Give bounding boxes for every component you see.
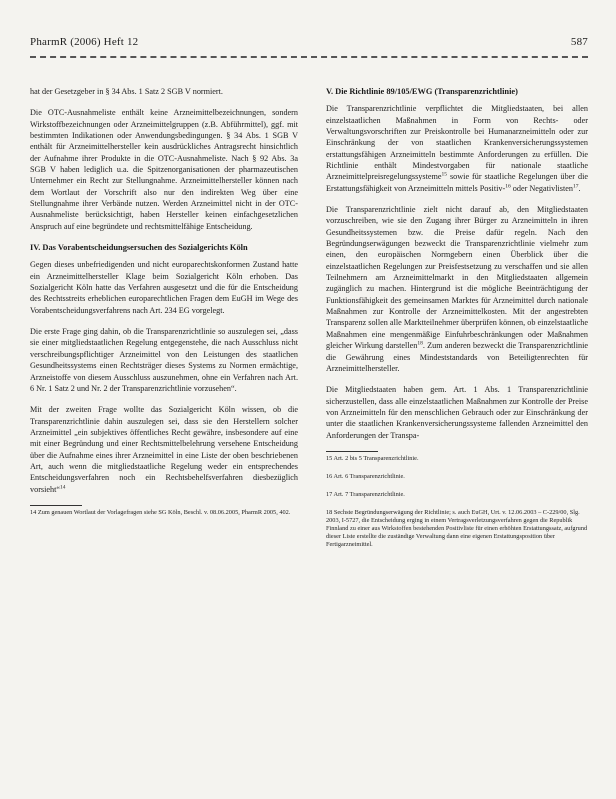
section-heading-v: V. Die Richtlinie 89/105/EWG (Transparenzrichtlinie): [326, 87, 518, 96]
footnote-16: 16 Art. 6 Transparenzrichtlinie.: [326, 472, 405, 480]
footnote-divider: [30, 505, 82, 506]
paragraph-mitgliedstaaten: [326, 103, 588, 194]
paragraph-klage: Gegen dieses unbefriedigenden und nicht europarechtskonformen Zustand hatte ein Arzneimittelhersteller Klage beim Sozialgericht Köln erhoben. Das Sozialgericht Köln hatte das Verfahren ausgesetzt und die für die Entscheidung des Rechtsstreits erheblichen europarechtlichen Fragen dem EuGH im Wege des Vorabentscheidungsverfahrens nach Art. 234 EG vorgelegt.: [30, 260, 298, 315]
paragraph-frage-1: Die erste Frage ging dahin, ob die Transparenzrichtlinie so auszulegen sei, „dass sie einer mitgliedstaatlichen Regelung entgegenstehe, die nach Ausschluss nicht verschreibungspflichtiger Arzneimittel von den Leistungen des staatlichen Gesundheitssystems einen Rechtsträger dieses Systems zu Normen ermächtige, Arzneistoffe von diesem Ausschluss auszunehmen, ohne ein Verfahren nach Art. 6 Nr. 1 Satz 2 und Nr. 2 der Transparenzrichtlinie vorzusehen“.: [30, 327, 298, 393]
right-column: [326, 86, 588, 559]
paragraph-art-1: Die Mitgliedstaaten haben gem. Art. 1 Abs. 1 Transparenzrichtlinie sicherzustellen, dass alle einzelstaatlichen Maßnahmen zur Kontrolle der Preise von Arzneimitteln für den menschlichen Gebrauch oder zur Einschränkung der unter die staatlichen Krankenversicherungssysteme fallenden Arzneimittel den Anforderungen der Transpa-: [326, 385, 588, 440]
footnote-15: 15 Art. 2 bis 5 Transparenzrichtlinie.: [326, 454, 419, 462]
paragraph-frage-2-text: Mit der zweiten Frage wollte das Sozialgericht Köln wissen, ob die Transparenzrichtlinie dahin auszulegen sei, dass sie den Herstellern solcher Arzneimittel „ein subjektives öffentliches Recht gewähre, insbesondere auf eine mit einer Begründung und einer Rechtsmittelbelehrung versehene Entscheidung über die Aufnahme eines ihrer Arzneimittel in eine Liste der oben beschriebenen Art, auch wenn die mitgliedstaatliche Regelung weder ein entsprechendes Entscheidungsverfahren noch ein Rechtsbehelfsverfahren diesbezüglich vorsieht“: [30, 405, 298, 494]
paragraph-intro: hat der Gesetzgeber in § 34 Abs. 1 Satz 2 SGB V normiert.: [30, 87, 223, 96]
text-segment: . Zum anderen bezweckt die Transparenzrichtlinie die Gewährung eines Mindeststandards von Beteiligtenrechten für Arzneimittelhersteller.: [326, 341, 588, 373]
section-heading-iv: IV. Das Vorabentscheidungsersuchen des Sozialgerichts Köln: [30, 243, 248, 253]
paragraph-ziel: [326, 204, 588, 374]
running-header: [30, 36, 588, 52]
header-rule: [30, 56, 588, 58]
paragraph-frage-2: [30, 404, 298, 495]
text-segment: oder Negativlisten: [510, 183, 574, 193]
page-number: 587: [570, 36, 588, 48]
text-segment: .: [578, 183, 581, 193]
text-segment: Die Transparenzrichtlinie zielt nicht darauf ab, den Mitgliedstaaten vorzuschreiben, wie sie den Zugang ihrer Bürger zu Arzneimitteln in ihren Gesundheitssystemen bzw. die Preise dafür regeln. Nach den Begründungserwägungen bezweckt die Transparenzrichtlinie vielmehr zum einen, den europäischen Normgebern einen Überblick über die einzelstaatlichen Regelungen zur Preisfestsetzung zu verschaffen und sie allen Teilnehmern am Arzneimittelmarkt in den Mitgliedstaaten allgemein zugänglich zu machen. Hintergrund ist die mögliche Beeinträchtigung der Funktionsfähigkeit des gemeinsamen Marktes für Arzneimittel durch nationale Maßnahmen zur Kontrolle der Arzneimittelkosten. Mit der angestrebten Transparenz sollen alle Marktteilnehmer überprüfen können, ob einzelstaatliche Maßnahmen eine mengenmäßige Einfuhrbeschränkungen oder Maßnahmen gleicher Wirkung darstellen: [326, 205, 588, 351]
footnote-ref-18: 18: [417, 340, 423, 347]
footnote-ref-14: 14: [60, 483, 66, 490]
text-segment: Die Transparenzrichtlinie verpflichtet die Mitgliedstaaten, bei allen einzelstaatlichen Maßnahmen in Form von Rechts- oder Verwaltungsvorschriften zur Preiskontrolle bei Humanarzneimitteln oder zur Einschränkung der von staatlichen Krankenversicherungssystemen erstattungsfähigen Arzneimitteln bestimmte Anforderungen zu erfüllen. Die Richtlinie enthält Mindestvorgaben für nationale staatliche Arzneimittelpreisregelungssysteme: [326, 104, 588, 182]
footnote-divider: [326, 451, 378, 452]
footnote-ref-17: 17: [573, 182, 579, 189]
left-column: [30, 86, 298, 527]
footnote-18: 18 Sechste Begründungserwägung der Richtlinie; s. auch EuGH, Urt. v. 12.06.2003 – C-229/00, Slg. 2003, I-5727, die Entscheidung erging in einem Vertragsverletzungsverfahren gegen die Republik Finnland zu einer aus Wirkstoffen bestehenden Positivliste für einen erhöhten Erstattungssatz, aufgrund dieser Liste erstellte die zuständige Verwaltung dann eine eigenen Erstattungsposition über Fertigarzneimittel.: [326, 508, 588, 548]
footnote-ref-16: 16: [505, 182, 511, 189]
footnote-14: 14 Zum genauen Wortlaut der Vorlagefragen siehe SG Köln, Beschl. v. 08.06.2005, PharmR 2005, 402.: [30, 508, 291, 516]
footnote-ref-15: 15: [441, 171, 448, 178]
paragraph-otc: Die OTC-Ausnahmeliste enthält keine Arzneimittelbezeichnungen, sondern Wirkstoffbezeichnungen oder Arzneimittelgruppen (z.B. Abführmittel), ggf. mit bestimmten Indikationen oder Anwendungsbedingungen. § 34 Abs. 1 SGB V enthält für Arzneimittelhersteller kein ausdrückliches Antragsrecht hinsichtlich der Aufnahme ihrer Produkte in die OTC-Ausnahmeliste. Nach § 92 Abs. 3a SGB V haben lediglich u.a. die Spitzenorganisationen der pharmazeutischen Unternehmer ein Recht zur Stellungnahme. Arzneimittelhersteller können nach dem Wortlaut der Vorschrift also nur den indirekten Weg über eine Stellungnahme ihrer Verbände nutzen. Werden Arzneimittel nicht in der OTC-Ausnahmeliste berücksichtigt, haben Hersteller keinen einfachgesetzlichen Anspruch auf eine begründete und rechtsmittelfähige Entscheidung.: [30, 108, 298, 231]
journal-issue: PharmR (2006) Heft 12: [30, 36, 139, 48]
footnote-17: 17 Art. 7 Transparenzrichtlinie.: [326, 490, 405, 498]
text-segment: sowie für staatliche Regelungen über die Erstattungsfähigkeit von Arzneimitteln mittels Positiv-: [326, 172, 588, 193]
